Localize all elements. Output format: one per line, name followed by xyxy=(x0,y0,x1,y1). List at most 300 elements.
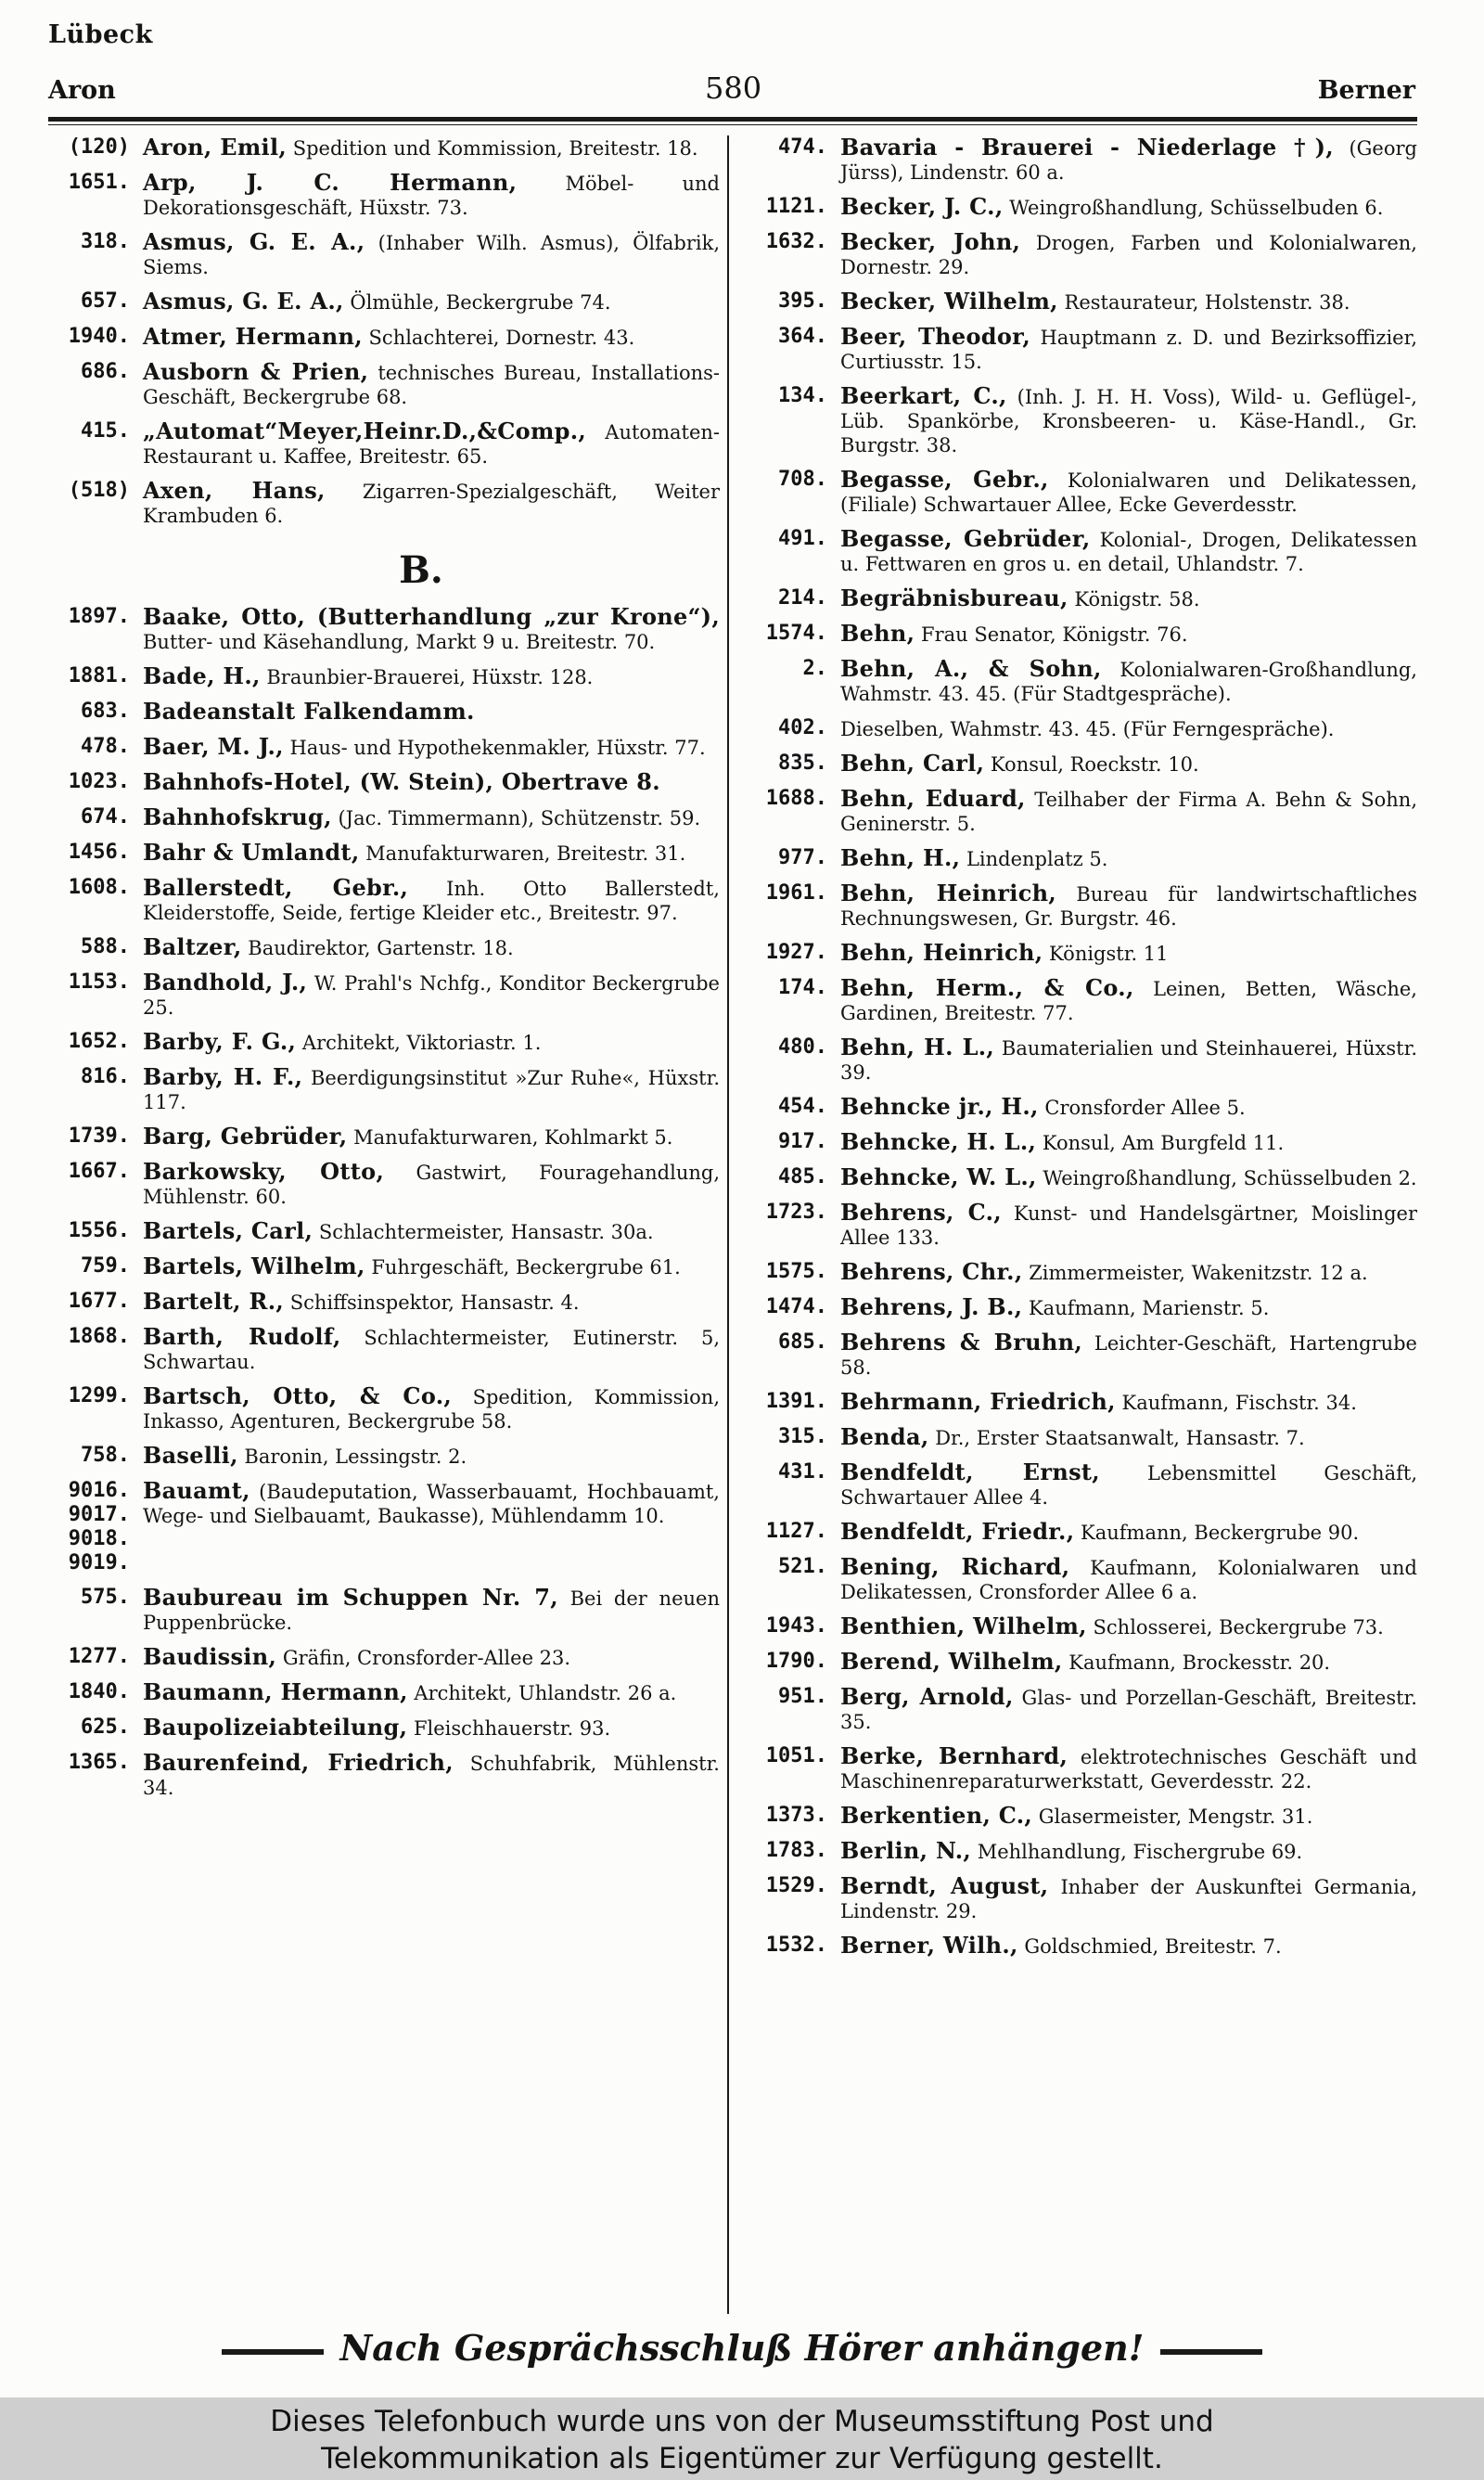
entry-number: 1127. xyxy=(765,1520,827,1543)
entry-details: Baronin, Lessingstr. 2. xyxy=(244,1446,467,1468)
credit-line-2: Telekommunikation als Eigentümer zur Verfügung gestellt. xyxy=(321,2442,1163,2475)
entry-number: 1556. xyxy=(68,1219,130,1242)
entry-name: Becker, John, xyxy=(840,228,1021,255)
entry-text xyxy=(840,195,1417,220)
entry-details: Braunbier-Brauerei, Hüxstr. 128. xyxy=(266,666,594,688)
entry-name: Behrmann, Friedrich, xyxy=(840,1388,1116,1415)
directory-entry xyxy=(746,976,1417,1025)
entry-text xyxy=(840,384,1417,457)
entry-number: 1456. xyxy=(68,841,130,864)
entry-name: Bade, H., xyxy=(143,662,261,689)
entry-text xyxy=(840,752,1417,777)
entry-number: 1790. xyxy=(765,1650,827,1673)
entry-text xyxy=(840,1874,1417,1923)
entry-name: Asmus, G. E. A., xyxy=(143,228,365,255)
entry-name: Ballerstedt, Gebr., xyxy=(143,874,409,901)
directory-entry xyxy=(746,527,1417,576)
entry-number: 816. xyxy=(81,1065,130,1088)
directory-entry xyxy=(746,657,1417,706)
entry-details: Goldschmied, Breitestr. 7. xyxy=(1024,1935,1282,1958)
bauamt-text xyxy=(143,1479,720,1528)
entry-text xyxy=(840,1260,1417,1285)
left-entries-b xyxy=(48,605,720,1469)
entry-number: 214. xyxy=(778,586,827,610)
entry-number: 1723. xyxy=(765,1201,827,1224)
entry-name: Barth, Rudolf, xyxy=(143,1323,341,1350)
entry-number: 1940. xyxy=(68,325,130,348)
directory-entry xyxy=(746,1650,1417,1675)
directory-entry xyxy=(48,1645,720,1670)
entry-name: Barby, F. G., xyxy=(143,1028,297,1055)
entry-text xyxy=(840,881,1417,931)
entry-name: Bartelt, R., xyxy=(143,1288,285,1315)
entry-number: 174. xyxy=(778,976,827,999)
entry-details: technisches Bureau, Installations-Geschäft, Beckergrube 68. xyxy=(143,362,720,408)
entry-name: Bandhold, J., xyxy=(143,969,308,996)
header-right-keyword: Berner xyxy=(1317,76,1415,105)
entry-text xyxy=(840,230,1417,279)
entry-details: (Inhaber Wilh. Asmus), Ölfabrik, Siems. xyxy=(143,232,720,278)
entry-name: Aron, Emil, xyxy=(143,135,288,161)
directory-entry xyxy=(746,1839,1417,1864)
entry-text xyxy=(143,1325,720,1374)
entry-name: Baubureau im Schuppen Nr. 7, xyxy=(143,1584,558,1611)
entry-number: 625. xyxy=(81,1715,130,1739)
entry-number: 1023. xyxy=(68,770,130,793)
directory-entry xyxy=(48,419,720,469)
entry-details: Gastwirt, Fouragehandlung, Mühlenstr. 60. xyxy=(143,1162,720,1208)
entry-text xyxy=(840,135,1417,185)
entry-number: 1574. xyxy=(765,622,827,645)
entry-details: Königstr. 58. xyxy=(1074,588,1200,610)
entry-number: 1651. xyxy=(68,171,130,194)
entry-text xyxy=(840,1390,1417,1415)
entry-details: Konsul, Am Burgfeld 11. xyxy=(1042,1132,1285,1154)
entry-details: Frau Senator, Königstr. 76. xyxy=(921,623,1188,646)
entry-name: Baupolizeiabteilung, xyxy=(143,1714,408,1741)
directory-entry xyxy=(746,1460,1417,1510)
entry-text xyxy=(840,846,1417,871)
entry-details: Schlosserei, Beckergrube 73. xyxy=(1093,1616,1384,1638)
column-divider xyxy=(727,135,729,2314)
directory-entry xyxy=(48,770,720,795)
entry-text xyxy=(143,935,720,960)
entry-name: Berner, Wilh., xyxy=(840,1932,1018,1959)
directory-entry xyxy=(48,1160,720,1209)
entry-details: Kaufmann, Fischstr. 34. xyxy=(1121,1392,1357,1414)
entry-number: 686. xyxy=(81,360,130,383)
entry-text xyxy=(840,1095,1417,1120)
entry-number: 977. xyxy=(778,846,827,869)
directory-entry xyxy=(746,881,1417,931)
left-entries-a xyxy=(48,135,720,528)
entry-details: (Georg Jürss), Lindenstr. 60 a. xyxy=(840,137,1417,184)
slogan-bar-left xyxy=(222,2349,324,2355)
entry-name: Beer, Theodor, xyxy=(840,323,1031,350)
directory-entry xyxy=(746,1130,1417,1155)
entry-name: Baake, Otto, (Butterhandlung „zur Krone“), xyxy=(143,603,720,630)
directory-entry xyxy=(746,1201,1417,1250)
entry-name: Becker, J. C., xyxy=(840,193,1004,220)
entry-name: Behrens, Chr., xyxy=(840,1258,1023,1285)
entry-details: Leinen, Betten, Wäsche, Gardinen, Breitestr. 77. xyxy=(840,978,1417,1024)
directory-entry xyxy=(48,935,720,960)
entry-details: Kunst- und Handelsgärtner, Moislinger Allee 133. xyxy=(840,1202,1417,1249)
entry-details: Dieselben, Wahmstr. 43. 45. (Für Ferngespräche). xyxy=(840,718,1335,740)
directory-entry xyxy=(746,1744,1417,1793)
directory-entry xyxy=(746,384,1417,457)
entry-name: Berg, Arnold, xyxy=(840,1683,1014,1710)
entry-name: Behn, Carl, xyxy=(840,750,985,777)
entry-name: Behn, A., & Sohn, xyxy=(840,655,1102,682)
entry-text xyxy=(143,1680,720,1705)
entry-name: Baselli, xyxy=(143,1442,238,1469)
credit-banner xyxy=(0,2397,1484,2480)
entry-name: Behn, H., xyxy=(840,844,961,871)
entry-name: Ausborn & Prien, xyxy=(143,358,369,385)
entry-text xyxy=(143,171,720,220)
entry-details: Architekt, Uhlandstr. 26 a. xyxy=(414,1682,677,1704)
directory-entry xyxy=(48,1586,720,1635)
entry-details: Schiffsinspektor, Hansastr. 4. xyxy=(289,1291,580,1314)
entry-details: Baumaterialien und Steinhauerei, Hüxstr. 39. xyxy=(840,1037,1417,1084)
entry-details: Leichter-Geschäft, Hartengrube 58. xyxy=(840,1332,1417,1379)
entry-details: Drogen, Farben und Kolonialwaren, Dornestr. 29. xyxy=(840,232,1417,278)
right-entries xyxy=(746,135,1417,1959)
entry-name: Bahr & Umlandt, xyxy=(143,839,360,866)
entry-name: Behrens, C., xyxy=(840,1199,1002,1226)
directory-entry xyxy=(48,1219,720,1244)
entry-text xyxy=(840,657,1417,706)
entry-text xyxy=(143,700,720,725)
directory-entry xyxy=(746,1165,1417,1190)
entry-details: Fuhrgeschäft, Beckergrube 61. xyxy=(371,1256,681,1279)
entry-number: 1677. xyxy=(68,1290,130,1313)
entry-text xyxy=(840,1201,1417,1250)
entry-name: Berke, Bernhard, xyxy=(840,1742,1068,1769)
entry-name: Behn, Heinrich, xyxy=(840,880,1057,906)
entry-name: Begasse, Gebr., xyxy=(840,466,1049,493)
entry-name: Barg, Gebrüder, xyxy=(143,1123,348,1150)
entry-name: Bavaria - Brauerei - Niederlage †), xyxy=(840,135,1334,161)
entry-number: 683. xyxy=(81,700,130,723)
directory-entry xyxy=(746,1330,1417,1380)
entry-number: 1391. xyxy=(765,1390,827,1413)
entry-number: 1365. xyxy=(68,1751,130,1774)
entry-name: Berend, Wilhelm, xyxy=(840,1648,1063,1675)
entry-details: Haus- und Hypothekenmakler, Hüxstr. 77. xyxy=(289,737,706,759)
entry-details: Weingroßhandlung, Schüsselbuden 2. xyxy=(1043,1167,1417,1189)
entry-number: 395. xyxy=(778,289,827,313)
directory-entry xyxy=(48,605,720,654)
entry-name: Behn, H. L., xyxy=(840,1034,995,1060)
entry-number: 1277. xyxy=(68,1645,130,1668)
entry-text xyxy=(840,622,1417,647)
entry-number: 2. xyxy=(802,657,827,680)
entry-number: 1868. xyxy=(68,1325,130,1348)
directory-entry xyxy=(48,1325,720,1374)
entry-details: Manufakturwaren, Breitestr. 31. xyxy=(365,842,686,865)
entry-text xyxy=(840,941,1417,966)
entry-details: Bureau für landwirtschaftliches Rechnungswesen, Gr. Burgstr. 46. xyxy=(840,883,1417,930)
entry-text xyxy=(840,1804,1417,1829)
entry-details: Dr., Erster Staatsanwalt, Hansastr. 7. xyxy=(935,1427,1305,1449)
entry-details: Konsul, Roeckstr. 10. xyxy=(990,753,1199,776)
entry-text xyxy=(143,1290,720,1315)
entry-text xyxy=(840,1839,1417,1864)
entry-name: Bendfeldt, Ernst, xyxy=(840,1458,1100,1485)
entry-details: (Inh. J. H. H. Voss), Wild- u. Geflügel-, Lüb. Spankörbe, Kronsbeeren- u. Käse-Handl., Gr. Burgstr. 38. xyxy=(840,386,1417,456)
entry-text xyxy=(840,325,1417,374)
entry-number: 318. xyxy=(81,230,130,253)
header-left-keyword: Aron xyxy=(48,76,116,105)
entry-name: Barkowsky, Otto, xyxy=(143,1158,385,1185)
entry-text xyxy=(840,1934,1417,1959)
bauamt-numbers xyxy=(48,1479,143,1575)
directory-entry xyxy=(48,1290,720,1315)
entry-number: 917. xyxy=(778,1130,827,1153)
entry-details: Inh. Otto Ballerstedt, Kleiderstoffe, Seide, fertige Kleider etc., Breitestr. 97. xyxy=(143,878,720,924)
entry-text xyxy=(143,135,720,161)
entry-number: 1688. xyxy=(765,787,827,810)
entry-name: Behncke, W. L., xyxy=(840,1163,1037,1190)
entry-number: 759. xyxy=(81,1254,130,1278)
directory-entry xyxy=(746,1390,1417,1415)
directory-entry xyxy=(48,325,720,350)
left-column xyxy=(48,135,720,2314)
directory-entry xyxy=(48,1124,720,1150)
entry-details: Automaten-Restaurant u. Kaffee, Breitestr. 65. xyxy=(143,421,720,468)
directory-entry xyxy=(48,135,720,161)
entry-text xyxy=(143,1444,720,1469)
entry-text xyxy=(143,325,720,350)
entry-text xyxy=(840,1555,1417,1604)
entry-name: Behncke jr., H., xyxy=(840,1093,1039,1120)
entry-number: 1961. xyxy=(765,881,827,905)
directory-entry xyxy=(48,735,720,760)
entry-name: Axen, Hans, xyxy=(143,477,326,504)
entry-number: 1632. xyxy=(765,230,827,253)
entry-name: Behn, Heinrich, xyxy=(840,939,1043,966)
entry-name: Baurenfeind, Friedrich, xyxy=(143,1749,454,1776)
entry-details: Schuhfabrik, Mühlenstr. 34. xyxy=(143,1753,720,1799)
section-letter: B. xyxy=(399,548,443,592)
entry-number: 758. xyxy=(81,1444,130,1467)
entry-number: 1575. xyxy=(765,1260,827,1283)
directory-entry xyxy=(746,1260,1417,1285)
entry-text xyxy=(143,805,720,830)
entry-text xyxy=(143,1160,720,1209)
entry-text xyxy=(143,970,720,1020)
directory-entry xyxy=(48,1384,720,1433)
entry-text xyxy=(143,1030,720,1055)
entry-details: Kolonialwaren-Großhandlung, Wahmstr. 43. 45. (Für Stadtgespräche). xyxy=(840,659,1417,705)
entry-details: Königstr. 11 xyxy=(1049,943,1169,965)
entry-details: Kaufmann, Marienstr. 5. xyxy=(1028,1297,1270,1319)
city-heading: Lübeck xyxy=(48,20,153,49)
directory-entry xyxy=(48,1715,720,1741)
entry-name: Barby, H. F., xyxy=(143,1063,303,1090)
entry-number: 1153. xyxy=(68,970,130,994)
entry-name: Benda, xyxy=(840,1423,929,1450)
entry-name: Begasse, Gebrüder, xyxy=(840,525,1091,552)
bauamt-number: 9018. xyxy=(68,1527,130,1550)
entry-details: Manufakturwaren, Kohlmarkt 5. xyxy=(353,1126,673,1149)
directory-entry xyxy=(746,1095,1417,1120)
entry-number: 1927. xyxy=(765,941,827,964)
directory-entry xyxy=(48,230,720,279)
entry-details: Spedition und Kommission, Breitestr. 18. xyxy=(292,137,698,160)
directory-entry xyxy=(746,586,1417,611)
directory-entry xyxy=(746,846,1417,871)
entry-name: Bendfeldt, Friedr., xyxy=(840,1518,1075,1545)
entry-text xyxy=(840,1165,1417,1190)
entry-number: 1897. xyxy=(68,605,130,628)
slogan-bar-right xyxy=(1160,2349,1262,2355)
entry-name: Behn, xyxy=(840,620,915,647)
entry-name: Baumann, Hermann, xyxy=(143,1678,408,1705)
directory-entry xyxy=(48,1444,720,1469)
directory-entry xyxy=(48,1030,720,1055)
entry-text xyxy=(143,1586,720,1635)
directory-entry xyxy=(746,787,1417,836)
entry-details: Ölmühle, Beckergrube 74. xyxy=(350,291,611,314)
entry-name: Bartels, Carl, xyxy=(143,1217,313,1244)
entry-text xyxy=(840,787,1417,836)
entry-name: Asmus, G. E. A., xyxy=(143,288,344,315)
directory-entry xyxy=(746,1685,1417,1734)
entry-details: (Jac. Timmermann), Schützenstr. 59. xyxy=(338,807,701,829)
directory-entry xyxy=(48,1680,720,1705)
entry-number: 674. xyxy=(81,805,130,829)
directory-entry xyxy=(746,752,1417,777)
entry-details: Cronsforder Allee 5. xyxy=(1044,1097,1246,1119)
entry-name: Badeanstalt Falkendamm. xyxy=(143,698,475,725)
entry-number: 415. xyxy=(81,419,130,443)
entry-number: 1943. xyxy=(765,1614,827,1638)
entry-text xyxy=(840,1130,1417,1155)
entry-number: 454. xyxy=(778,1095,827,1118)
entry-text xyxy=(840,1650,1417,1675)
entry-details: Kaufmann, Kolonialwaren und Delikatessen, Cronsforder Allee 6 a. xyxy=(840,1557,1417,1603)
entry-text xyxy=(143,1384,720,1433)
entry-text xyxy=(143,876,720,925)
entry-details: Glas- und Porzellan-Geschäft, Breitestr. 35. xyxy=(840,1687,1417,1733)
entry-number: 1739. xyxy=(68,1124,130,1148)
entry-details: Glasermeister, Mengstr. 31. xyxy=(1038,1805,1313,1828)
entry-details: Beerdigungsinstitut »Zur Ruhe«, Hüxstr. 117. xyxy=(143,1067,720,1113)
directory-entry xyxy=(48,289,720,315)
entry-details: Zigarren-Spezialgeschäft, Weiter Krambuden 6. xyxy=(143,481,720,527)
entry-text xyxy=(840,1425,1417,1450)
directory-entry xyxy=(746,1555,1417,1604)
entry-details: Kolonial-, Drogen, Delikatessen u. Fettwaren en gros u. en detail, Uhlandstr. 7. xyxy=(840,529,1417,575)
entry-name: Bahnhofs-Hotel, (W. Stein), Obertrave 8. xyxy=(143,768,660,795)
directory-entry xyxy=(48,664,720,689)
entry-number: 1783. xyxy=(765,1839,827,1862)
entry-text xyxy=(143,360,720,409)
entry-number: 478. xyxy=(81,735,130,758)
directory-entry xyxy=(48,171,720,220)
entry-number: 657. xyxy=(81,289,130,313)
entry-number: 1474. xyxy=(765,1295,827,1318)
entry-number: (518) xyxy=(68,479,130,502)
entry-name: Beerkart, C., xyxy=(840,382,1007,409)
entry-number: 588. xyxy=(81,935,130,958)
entry-number: 1373. xyxy=(765,1804,827,1827)
entry-details: Restaurateur, Holstenstr. 38. xyxy=(1064,291,1350,314)
entry-number: 491. xyxy=(778,527,827,550)
entry-details: Kaufmann, Beckergrube 90. xyxy=(1081,1522,1360,1544)
entry-name: Berndt, August, xyxy=(840,1872,1049,1899)
entry-text xyxy=(840,586,1417,611)
entry-name: Bauamt, xyxy=(143,1477,250,1504)
entry-number: 364. xyxy=(778,325,827,348)
entry-text xyxy=(143,1645,720,1670)
entry-name: Berlin, N., xyxy=(840,1837,972,1864)
directory-entry xyxy=(48,970,720,1020)
credit-line-1: Dieses Telefonbuch wurde uns von der Museumsstiftung Post und xyxy=(270,2405,1214,2438)
left-entries-c xyxy=(48,1586,720,1800)
entry-text xyxy=(143,1124,720,1150)
entry-name: Behrens & Bruhn, xyxy=(840,1329,1083,1356)
footer-slogan xyxy=(0,2327,1484,2369)
entry-text xyxy=(143,1219,720,1244)
entry-details: Schlachtermeister, Eutinerstr. 5, Schwartau. xyxy=(143,1327,720,1373)
entry-number: 951. xyxy=(778,1685,827,1708)
entry-number: 708. xyxy=(778,468,827,491)
entry-name: Behrens, J. B., xyxy=(840,1293,1023,1320)
directory-entry xyxy=(746,1035,1417,1085)
entry-text xyxy=(143,419,720,469)
entry-number: 485. xyxy=(778,1165,827,1189)
entry-details: Lebensmittel Geschäft, Schwartauer Allee 4. xyxy=(840,1462,1417,1509)
slogan-text: Nach Gesprächsschluß Hörer anhängen! xyxy=(339,2327,1145,2369)
entry-name: Benthien, Wilhelm, xyxy=(840,1613,1087,1639)
directory-entry xyxy=(48,700,720,725)
entry-text xyxy=(143,770,720,795)
entry-number: 315. xyxy=(778,1425,827,1448)
directory-entry xyxy=(746,622,1417,647)
entry-name: Behn, Eduard, xyxy=(840,785,1026,812)
directory-entry xyxy=(48,841,720,866)
directory-entry xyxy=(746,716,1417,741)
entry-number: 1121. xyxy=(765,195,827,218)
entry-number: 685. xyxy=(778,1330,827,1354)
entry-details: Spedition, Kommission, Inkasso, Agenturen, Beckergrube 58. xyxy=(143,1386,720,1433)
entry-details: Butter- und Käsehandlung, Markt 9 u. Breitestr. 70. xyxy=(143,631,656,653)
entry-details: Lindenplatz 5. xyxy=(966,848,1108,870)
entry-details: Hauptmann z. D. und Bezirksoffizier, Curtiusstr. 15. xyxy=(840,327,1417,373)
entry-number: 134. xyxy=(778,384,827,407)
entry-number: 1608. xyxy=(68,876,130,899)
bauamt-number: 9019. xyxy=(68,1551,130,1574)
bauamt-number: 9017. xyxy=(68,1503,130,1526)
directory-entry xyxy=(746,1295,1417,1320)
entry-details: Möbel- und Dekorationsgeschäft, Hüxstr. 73. xyxy=(143,173,720,219)
entry-details: Kolonialwaren und Delikatessen, (Filiale) Schwartauer Allee, Ecke Geverdesstr. xyxy=(840,469,1417,516)
entry-number: 521. xyxy=(778,1555,827,1578)
entry-details: W. Prahl's Nchfg., Konditor Beckergrube 25. xyxy=(143,972,720,1019)
entry-name: Bening, Richard, xyxy=(840,1553,1070,1580)
page-number: 580 xyxy=(705,71,762,106)
entry-number: 1881. xyxy=(68,664,130,687)
entry-text xyxy=(143,735,720,760)
entry-name: Begräbnisbureau, xyxy=(840,585,1068,611)
entry-details: Mehlhandlung, Fischergrube 69. xyxy=(977,1841,1303,1863)
directory-entry xyxy=(746,1874,1417,1923)
directory-entry xyxy=(746,1934,1417,1959)
